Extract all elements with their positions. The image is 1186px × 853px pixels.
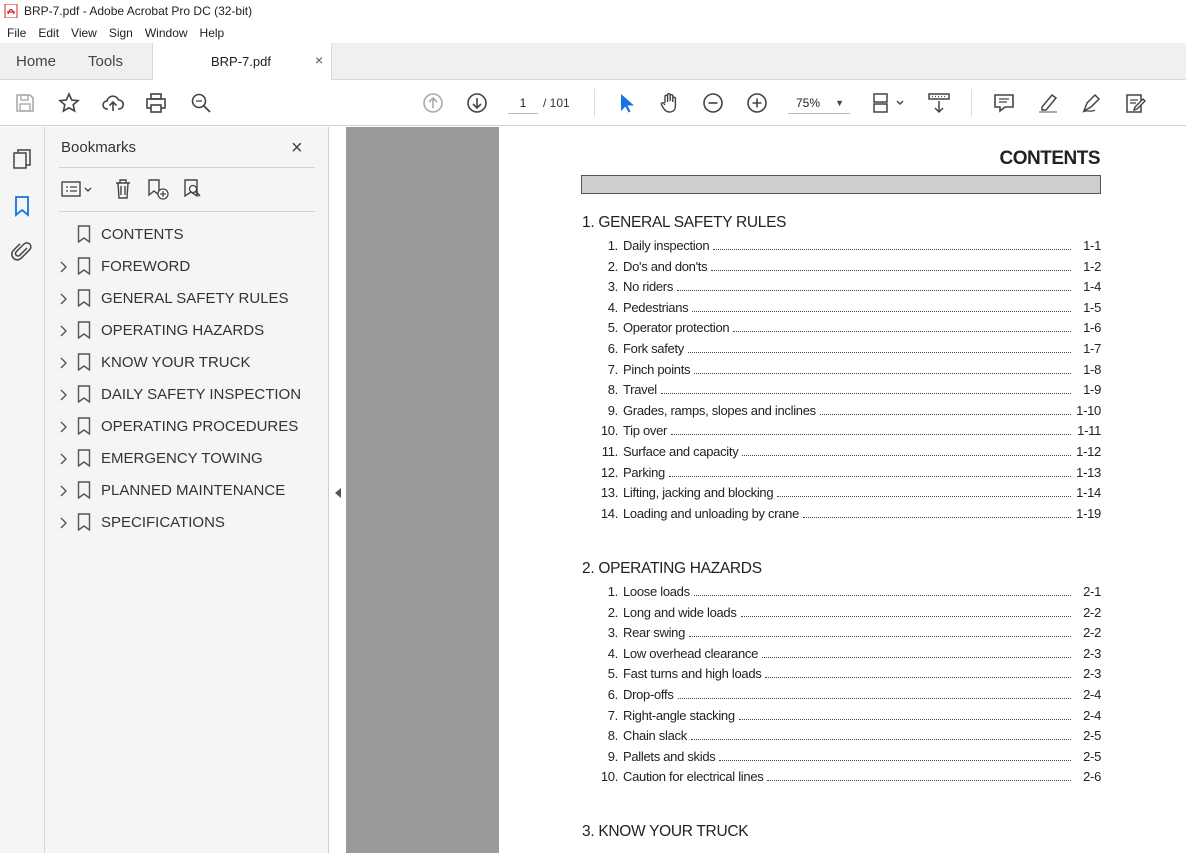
- bookmark-label: KNOW YOUR TRUCK: [101, 354, 251, 371]
- toc-entry[interactable]: [595, 465, 1101, 485]
- toc-entry[interactable]: [595, 238, 1101, 258]
- bookmark-item-emergency-towing[interactable]: [45, 443, 329, 475]
- toc-entry-page: 1-6: [1083, 320, 1101, 336]
- toc-entry-page: 2-4: [1083, 687, 1101, 702]
- toc-entry-title: Pallets and skids: [623, 748, 716, 764]
- toc-entry-number: 5.: [607, 666, 618, 682]
- bookmark-label: SPECIFICATIONS: [101, 514, 225, 531]
- dot-leader: [671, 434, 1071, 435]
- page-display-icon[interactable]: [871, 91, 905, 115]
- tab-document-label: BRP-7.pdf: [211, 54, 271, 69]
- toc-entry-page: 2-2: [1083, 625, 1101, 641]
- section-heading: 1. GENERAL SAFETY RULES: [582, 214, 787, 231]
- toc-entry-title: Loading and unloading by crane: [623, 505, 800, 521]
- print-icon[interactable]: [144, 91, 168, 115]
- toolbar-divider: [971, 89, 972, 117]
- dot-leader: [767, 780, 1071, 781]
- toc-entry[interactable]: [595, 749, 1101, 769]
- toc-entry-number: 9.: [607, 748, 618, 764]
- bookmark-flag-icon: [77, 289, 91, 307]
- toc-entry-page: 2-3: [1083, 666, 1101, 682]
- toc-entry-number: 6.: [607, 687, 618, 702]
- toc-entry-number: 9.: [607, 402, 618, 418]
- dot-leader: [741, 616, 1071, 617]
- zoom-select[interactable]: [788, 92, 850, 114]
- page-margin-gray: [346, 127, 499, 853]
- toc-entry-number: 1.: [607, 238, 618, 253]
- bookmark-flag-icon: [77, 417, 91, 435]
- toc-entry-number: 10.: [600, 423, 618, 439]
- toc-entry-number: 13.: [600, 485, 618, 501]
- dot-leader: [733, 331, 1071, 332]
- menu-file[interactable]: File: [7, 25, 27, 40]
- bookmark-item-specifications[interactable]: [45, 507, 329, 539]
- toc-entry-page: 1-2: [1083, 258, 1101, 274]
- toc-entry-number: 7.: [607, 361, 618, 377]
- divider: [59, 167, 315, 168]
- divider: [59, 211, 315, 212]
- bookmark-item-daily-safety-inspection[interactable]: [45, 379, 329, 411]
- bookmark-label: EMERGENCY TOWING: [101, 450, 263, 467]
- toc-entry[interactable]: [595, 320, 1101, 340]
- toc-entry-number: 4.: [607, 645, 618, 661]
- menu-bar: [0, 22, 1186, 43]
- bookmark-item-foreword[interactable]: [45, 251, 329, 283]
- find-icon[interactable]: [189, 91, 213, 115]
- toc-entry[interactable]: [595, 444, 1101, 464]
- dot-leader: [713, 249, 1071, 250]
- new-bookmark-icon[interactable]: [145, 177, 169, 201]
- select-cursor-icon[interactable]: [614, 91, 638, 115]
- section-heading: 3. KNOW YOUR TRUCK: [582, 823, 749, 840]
- toc-entry-page: 2-3: [1083, 645, 1101, 661]
- toc-entry-title: Low overhead clearance: [623, 645, 759, 661]
- toc-entry-title: Rear swing: [623, 625, 686, 641]
- toc-entry[interactable]: [595, 485, 1101, 505]
- bookmark-flag-icon: [77, 225, 91, 243]
- delete-bookmark-icon[interactable]: [111, 177, 135, 201]
- toc-entry-number: 3.: [607, 625, 618, 641]
- collapse-panel-icon[interactable]: [333, 486, 343, 500]
- previous-page-icon[interactable]: [421, 91, 445, 115]
- dot-leader: [694, 595, 1071, 596]
- toc-entry-number: 2.: [607, 258, 618, 274]
- toc-entry[interactable]: [595, 666, 1101, 686]
- close-panel-icon[interactable]: ×: [291, 137, 303, 159]
- toc-entry[interactable]: [595, 646, 1101, 666]
- toc-entry-page: 1-13: [1076, 464, 1101, 480]
- chevron-right-icon[interactable]: [59, 452, 69, 466]
- bookmark-label: GENERAL SAFETY RULES: [101, 290, 289, 307]
- toc-entry-page: 1-8: [1083, 361, 1101, 377]
- toc-entry[interactable]: [595, 584, 1101, 604]
- toc-entry[interactable]: [595, 279, 1101, 299]
- toc-entry-title: Caution for electrical lines: [623, 769, 764, 785]
- toc-entry-page: 1-12: [1076, 444, 1101, 459]
- tab-tools[interactable]: Tools: [88, 53, 124, 70]
- zoom-value: 75%: [796, 96, 821, 110]
- toc-entry-page: 1-14: [1076, 485, 1101, 501]
- toc-entry-page: 2-6: [1083, 769, 1101, 785]
- chevron-right-icon[interactable]: [59, 324, 69, 338]
- toc-entry[interactable]: [595, 625, 1101, 645]
- toc-entry-number: 4.: [607, 299, 618, 315]
- toc-entry-title: Fork safety: [623, 341, 684, 356]
- page-total: / 101: [543, 96, 570, 110]
- toc-entry-number: 10.: [600, 769, 618, 785]
- toc-entry-page: 2-1: [1083, 584, 1101, 599]
- toc-entry-title: Lifting, jacking and blocking: [623, 485, 774, 501]
- toc-entry-title: Do's and don'ts: [623, 258, 708, 274]
- dot-leader: [765, 677, 1071, 678]
- bookmark-list: [45, 219, 329, 539]
- dot-leader: [762, 657, 1071, 658]
- find-bookmark-icon[interactable]: [181, 177, 205, 201]
- dot-leader: [691, 739, 1071, 740]
- toc-entry-title: No riders: [623, 279, 674, 295]
- dot-leader: [777, 496, 1071, 497]
- toc-entry-title: Long and wide loads: [623, 604, 737, 620]
- highlight-pen-icon[interactable]: [1036, 91, 1060, 115]
- window-title: BRP-7.pdf - Adobe Acrobat Pro DC (32-bit): [24, 4, 253, 18]
- toc-entry-title: Chain slack: [623, 728, 687, 744]
- bookmark-item-contents[interactable]: [45, 219, 329, 251]
- dot-leader: [820, 414, 1071, 415]
- dot-leader: [719, 760, 1071, 761]
- toc-entry-number: 11.: [601, 444, 618, 459]
- close-tab-icon[interactable]: ×: [315, 52, 324, 68]
- toc-entry-title: Tip over: [623, 423, 668, 439]
- page-number-input[interactable]: 1: [508, 92, 538, 114]
- toc-entry-title: Right-angle stacking: [623, 707, 735, 723]
- chevron-right-icon[interactable]: [59, 484, 69, 498]
- comment-icon[interactable]: [992, 91, 1016, 115]
- bookmark-label: OPERATING PROCEDURES: [101, 418, 299, 435]
- dot-leader: [742, 455, 1071, 456]
- toc-entry-page: 1-9: [1083, 382, 1101, 398]
- chevron-right-icon[interactable]: [59, 516, 69, 530]
- bookmark-item-operating-hazards[interactable]: [45, 315, 329, 347]
- page-thumbnails-icon[interactable]: [10, 147, 34, 171]
- chevron-right-icon[interactable]: [59, 388, 69, 402]
- acrobat-logo-icon: [4, 4, 18, 18]
- dot-leader: [692, 311, 1071, 312]
- toc-entry-number: 8.: [607, 728, 618, 744]
- toc-entry-title: Grades, ramps, slopes and inclines: [623, 402, 816, 418]
- toc-entry-page: 1-1: [1083, 238, 1101, 253]
- tab-bar: [0, 43, 1186, 80]
- dot-leader: [739, 719, 1071, 720]
- zoom-in-icon[interactable]: [745, 91, 769, 115]
- dot-leader: [677, 290, 1071, 291]
- options-menu-icon[interactable]: [60, 177, 94, 201]
- toc-entry-number: 7.: [607, 707, 618, 723]
- toc-entry-page: 1-5: [1083, 299, 1101, 315]
- bookmark-flag-icon: [77, 353, 91, 371]
- title-rule-bar: [581, 175, 1101, 194]
- bookmark-flag-icon: [77, 321, 91, 339]
- toc-entry[interactable]: [595, 300, 1101, 320]
- toc-entry-page: 1-11: [1077, 423, 1101, 439]
- toc-entry-number: 3.: [607, 279, 618, 295]
- dot-leader: [688, 352, 1071, 353]
- section-heading: 2. OPERATING HAZARDS: [582, 560, 762, 577]
- save-icon[interactable]: [13, 91, 37, 115]
- toc-entry[interactable]: [595, 605, 1101, 625]
- toc-entry-number: 2.: [607, 604, 618, 620]
- bookmark-label: CONTENTS: [101, 226, 184, 243]
- bookmark-label: DAILY SAFETY INSPECTION: [101, 386, 302, 403]
- toc-entry[interactable]: [595, 708, 1101, 728]
- toc-entry[interactable]: [595, 341, 1101, 361]
- toc-entry-title: Pedestrians: [623, 299, 689, 315]
- bookmarks-panel: [45, 127, 329, 853]
- toc-entry-page: 2-4: [1083, 707, 1101, 723]
- toc-entry-page: 2-5: [1083, 748, 1101, 764]
- bookmark-flag-icon: [77, 257, 91, 275]
- hand-tool-icon[interactable]: [657, 91, 681, 115]
- toc-entry-title: Drop-offs: [623, 687, 674, 702]
- dot-leader: [661, 393, 1071, 394]
- toc-entry-title: Travel: [623, 382, 657, 398]
- toc-entry-title: Pinch points: [623, 361, 691, 377]
- toc-entry-page: 1-19: [1076, 505, 1101, 521]
- bookmark-item-know-your-truck[interactable]: [45, 347, 329, 379]
- next-page-icon[interactable]: [465, 91, 489, 115]
- toc-entry[interactable]: [595, 403, 1101, 423]
- attachment-icon[interactable]: [10, 240, 34, 264]
- scroll-mode-icon[interactable]: [927, 91, 951, 115]
- menu-sign[interactable]: Sign: [108, 25, 133, 40]
- bookmark-flag-icon: [77, 449, 91, 467]
- bookmark-item-operating-procedures[interactable]: [45, 411, 329, 443]
- tab-home[interactable]: Home: [16, 53, 57, 70]
- toc-entry[interactable]: [595, 687, 1101, 707]
- bookmark-item-planned-maintenance[interactable]: [45, 475, 329, 507]
- menu-window[interactable]: Window: [144, 25, 188, 40]
- menu-edit[interactable]: Edit: [38, 25, 60, 40]
- toc-entry-number: 6.: [607, 341, 618, 356]
- tab-document[interactable]: [152, 43, 332, 80]
- menu-view[interactable]: View: [71, 25, 97, 40]
- toc-entry[interactable]: [595, 362, 1101, 382]
- toc-entry-title: Operator protection: [623, 320, 730, 336]
- zoom-out-icon[interactable]: [701, 91, 725, 115]
- dot-leader: [803, 517, 1071, 518]
- bookmark-flag-icon: [77, 385, 91, 403]
- bookmark-flag-icon: [77, 513, 91, 531]
- chevron-down-icon: ▼: [835, 98, 844, 108]
- chevron-right-icon[interactable]: [59, 260, 69, 274]
- toc-entry-number: 1.: [607, 584, 618, 599]
- chevron-right-icon[interactable]: [59, 356, 69, 370]
- star-icon[interactable]: [57, 91, 81, 115]
- page-title: CONTENTS: [999, 148, 1100, 169]
- main-toolbar: [0, 80, 1186, 126]
- bookmark-icon[interactable]: [10, 194, 34, 218]
- toc-entry-title: Fast turns and high loads: [623, 666, 762, 682]
- toolbar-divider: [594, 89, 595, 117]
- bookmark-item-general-safety-rules[interactable]: [45, 283, 329, 315]
- toc-entry[interactable]: [595, 728, 1101, 748]
- chevron-right-icon[interactable]: [59, 420, 69, 434]
- toc-entry-title: Daily inspection: [623, 238, 710, 253]
- navigation-rail: [0, 127, 45, 853]
- toc-entry[interactable]: [595, 259, 1101, 279]
- sign-icon[interactable]: [1080, 91, 1104, 115]
- toc-entry[interactable]: [595, 769, 1101, 789]
- toc-entry[interactable]: [595, 423, 1101, 443]
- bookmark-label: OPERATING HAZARDS: [101, 322, 265, 339]
- bookmark-flag-icon: [77, 481, 91, 499]
- toc-entry-number: 12.: [600, 464, 618, 480]
- toc-entry-title: Surface and capacity: [623, 444, 739, 459]
- chevron-right-icon[interactable]: [59, 292, 69, 306]
- dot-leader: [694, 373, 1071, 374]
- toc-entry[interactable]: [595, 506, 1101, 526]
- toc-entry-title: Loose loads: [623, 584, 690, 599]
- toc-entry-page: 1-7: [1083, 341, 1101, 356]
- toc-entry-page: 2-2: [1083, 604, 1101, 620]
- title-bar: [0, 0, 1186, 22]
- cloud-upload-icon[interactable]: [101, 91, 125, 115]
- menu-help[interactable]: Help: [199, 25, 225, 40]
- dot-leader: [711, 270, 1071, 271]
- toc-entry-title: Parking: [623, 464, 665, 480]
- toc-entry-page: 1-4: [1083, 279, 1101, 295]
- toc-entry[interactable]: [595, 382, 1101, 402]
- dot-leader: [678, 698, 1071, 699]
- bookmark-label: PLANNED MAINTENANCE: [101, 482, 286, 499]
- dot-leader: [689, 636, 1071, 637]
- bookmarks-panel-title: Bookmarks: [61, 139, 137, 156]
- fill-sign-icon[interactable]: [1124, 91, 1148, 115]
- toc-entry-page: 1-10: [1076, 402, 1101, 418]
- toc-entry-number: 8.: [607, 382, 618, 398]
- toc-entry-page: 2-5: [1083, 728, 1101, 744]
- pdf-page: [499, 127, 1186, 853]
- toc-entry-number: 5.: [607, 320, 618, 336]
- bookmark-label: FOREWORD: [101, 258, 191, 275]
- toc-entry-number: 14.: [600, 505, 618, 521]
- dot-leader: [669, 476, 1071, 477]
